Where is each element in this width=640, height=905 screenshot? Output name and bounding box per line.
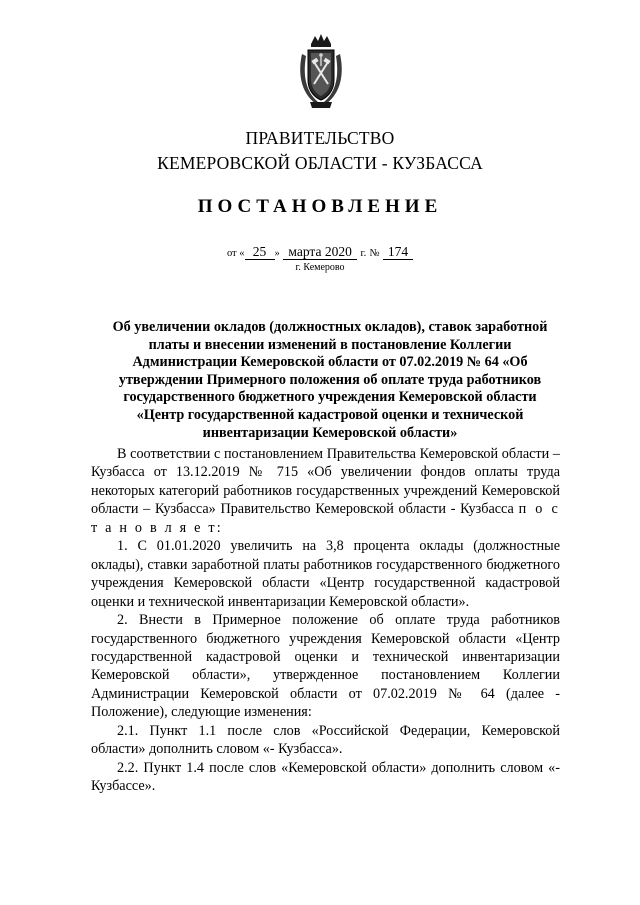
subject-line: платы и внесении изменений в постановление Коллегии [148,336,512,353]
document-number: 174 [383,245,413,260]
date-line [0,244,640,260]
date-quote-close: » [274,248,280,259]
date-prefix: от « [226,248,245,259]
place-of-issue: г. Кемерово [295,262,345,273]
resolves-word: п о с т а н о в л я е т: [91,501,561,536]
preamble-text: В соответствии с постановлением Правительства Кемеровской области – Кузбасса от 13.12.2019 № 715 «Об увеличении фондов оплаты труда некоторых категорий работников государственных учреждений Кемеровской области – Кузбасса» Правительство Кемеровской области - Кузбасса [91,446,560,518]
document-type-title: ПОСТАНОВЛЕНИЕ [197,196,443,217]
preamble-paragraph [91,445,560,537]
paragraph-2-2: 2.2. Пункт 1.4 после слов «Кемеровской области» дополнить словом «- Кузбассе». [91,759,560,795]
kemerovo-coat-of-arms-icon [296,32,346,112]
paragraph-2: 2. Внести в Примерное положение об оплате труда работников государственного бюджетного учреждения Кемеровской области «Центр государственной кадастровой оценки и технической инвентаризации Кемеровской области», утвержденное постановлением Коллегии Администрации Кемеровской области от 07.02.2019 № 64 (далее - Положение), следующие изменения: [91,612,560,721]
date-year-abbr: г. [360,248,367,259]
subject-line: Об увеличении окладов (должностных окладов), ставок заработной [112,319,548,335]
document-body [91,445,560,796]
authority-name-line1: ПРАВИТЕЛЬСТВО [245,128,395,148]
subject-line: утверждении Примерного положения об оплате труда работников [118,371,542,388]
paragraph-2-1: 2.1. Пункт 1.1 после слов «Российской Федерации, Кемеровской области» дополнить словом «- Кузбасса». [91,722,560,758]
subject-line: Администрации Кемеровской области от 07.02.2019 № 64 «Об [132,354,528,371]
authority-name-line2: КЕМЕРОВСКОЙ ОБЛАСТИ - КУЗБАССА [157,153,483,173]
subject-line: инвентаризации Кемеровской области» [202,424,458,441]
paragraph-1: 1. С 01.01.2020 увеличить на 3,8 процента оклады (должностные оклады), ставки заработной платы работников государственного бюджетного учреждения Кемеровской области «Центр государственной кадастровой оценки и технической инвентаризации Кемеровской области». [91,538,560,610]
subject-line: государственного бюджетного учреждения Кемеровской области [123,389,537,406]
document-subject [80,319,580,442]
number-sign: № [369,248,380,259]
date-month-year: марта 2020 [283,245,357,260]
subject-line: «Центр государственной кадастровой оценки и технической [136,406,524,423]
date-day: 25 [245,245,275,260]
